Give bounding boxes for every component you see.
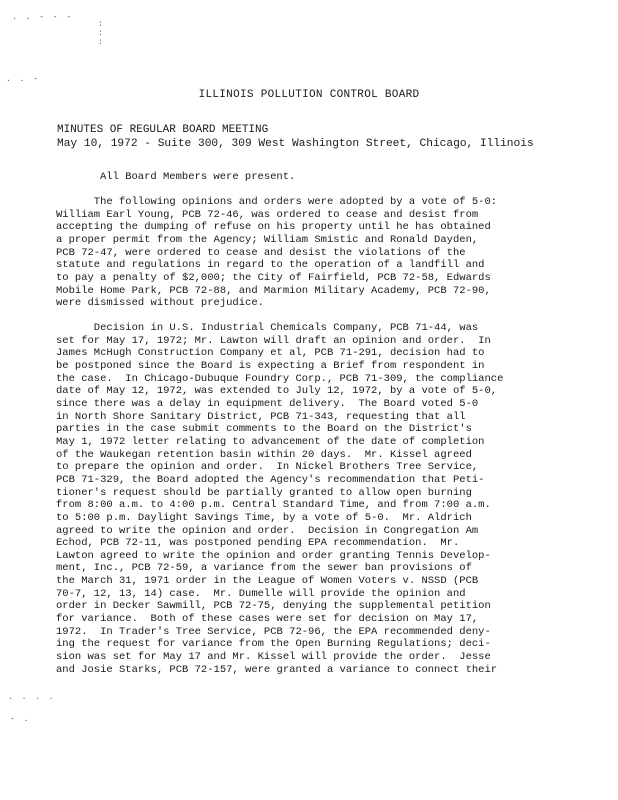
attendance-line: All Board Members were present.: [100, 171, 296, 183]
text-line: to 5:00 p.m. Daylight Savings Time, by a vote of 5-0. Mr. Aldrich: [56, 511, 472, 524]
text-line: sion was set for May 17 and Mr. Kissel will provide the order. Jesse: [56, 651, 491, 664]
scan-mark-bottom-left-a: . . . .: [8, 693, 56, 702]
meeting-date-location: May 10, 1972 - Suite 300, 309 West Washington Street, Chicago, Illinois: [57, 138, 534, 150]
text-line: statute and regulations in regard to the operation of a landfill and: [56, 259, 485, 272]
text-line: Mobile Home Park, PCB 72-88, and Marmion Military Academy, PCB 72-90,: [56, 284, 491, 297]
board-name-heading: ILLINOIS POLLUTION CONTROL BOARD: [198, 89, 420, 101]
text-line: were dismissed without prejudice.: [56, 297, 264, 310]
text-line: the March 31, 1971 order in the League of Women Voters v. NSSD (PCB: [56, 575, 479, 588]
text-line: accepting the dumping of refuse on his property until he has obtained: [56, 221, 491, 234]
text-line: agreed to write the opinion and order. Decision in Congregation Am: [56, 524, 479, 537]
text-line: James McHugh Construction Company et al, PCB 71-291, decision had to: [56, 347, 485, 360]
text-line: Lawton agreed to write the opinion and order granting Tennis Develop-: [56, 549, 491, 562]
text-line: William Earl Young, PCB 72-46, was ordered to cease and desist from: [56, 208, 479, 221]
text-line: since there was a delay in equipment delivery. The Board voted 5-0: [56, 397, 479, 410]
text-line: of the Waukegan retention basin within 20 days. Mr. Kissel agreed: [56, 448, 472, 461]
text-line: a proper permit from the Agency; William Smistic and Ronald Dayden,: [56, 233, 479, 246]
text-line: for variance. Both of these cases were set for decision on May 17,: [56, 613, 479, 626]
text-line: tioner's request should be partially granted to allow open burning: [56, 486, 472, 499]
text-line: PCB 72-47, were ordered to cease and desist the violations of the: [56, 246, 466, 259]
text-line: 70-7, 12, 13, 14) case. Mr. Dumelle will provide the opinion and: [56, 587, 466, 600]
text-line: date of May 12, 1972, was extended to July 12, 1972, by a vote of 5-0,: [56, 385, 498, 398]
scan-mark-bottom-left-b: - .: [10, 715, 31, 724]
text-line: the case. In Chicago-Dubuque Foundry Corp., PCB 71-309, the compliance: [56, 372, 504, 385]
text-line: in North Shore Sanitary District, PCB 71-343, requesting that all: [56, 410, 466, 423]
scan-mark-vertical: : : :: [98, 20, 103, 47]
text-line: Decision in U.S. Industrial Chemicals Company, PCB 71-44, was: [56, 322, 479, 334]
scan-mark-left-mid: . . -: [6, 75, 41, 84]
text-line: order in Decker Sawmill, PCB 72-75, denying the supplemental petition: [56, 600, 491, 613]
scan-mark-top-left: . . - - -: [12, 13, 74, 22]
meeting-title: MINUTES OF REGULAR BOARD MEETING: [57, 124, 269, 136]
paragraph-decisions: [56, 322, 576, 676]
text-line: be postponed since the Board is expecting a Brief from respondent in: [56, 359, 485, 372]
text-line: May 1, 1972 letter relating to advancement of the date of completion: [56, 435, 485, 448]
text-line: The following opinions and orders were adopted by a vote of 5-0:: [56, 196, 498, 208]
text-line: to prepare the opinion and order. In Nickel Brothers Tree Service,: [56, 461, 479, 474]
text-line: Echod, PCB 72-11, was postponed pending EPA recommendation. Mr.: [56, 537, 460, 550]
text-line: to pay a penalty of $2,000; the City of Fairfield, PCB 72-58, Edwards: [56, 271, 491, 284]
text-line: ing the request for variance from the Open Burning Regulations; deci-: [56, 638, 491, 651]
text-line: and Josie Starks, PCB 72-157, were granted a variance to connect their: [56, 663, 498, 676]
text-line: parties in the case submit comments to the Board on the District's: [56, 423, 472, 436]
text-line: PCB 71-329, the Board adopted the Agency's recommendation that Peti-: [56, 473, 485, 486]
text-line: set for May 17, 1972; Mr. Lawton will draft an opinion and order. In: [56, 334, 491, 347]
text-line: 1972. In Trader's Tree Service, PCB 72-96, the EPA recommended deny-: [56, 625, 491, 638]
paragraph-opinions-orders: [56, 196, 576, 310]
text-line: from 8:00 a.m. to 4:00 p.m. Central Standard Time, and from 7:00 a.m.: [56, 499, 491, 512]
text-line: ment, Inc., PCB 72-59, a variance from the sewer ban provisions of: [56, 562, 472, 575]
